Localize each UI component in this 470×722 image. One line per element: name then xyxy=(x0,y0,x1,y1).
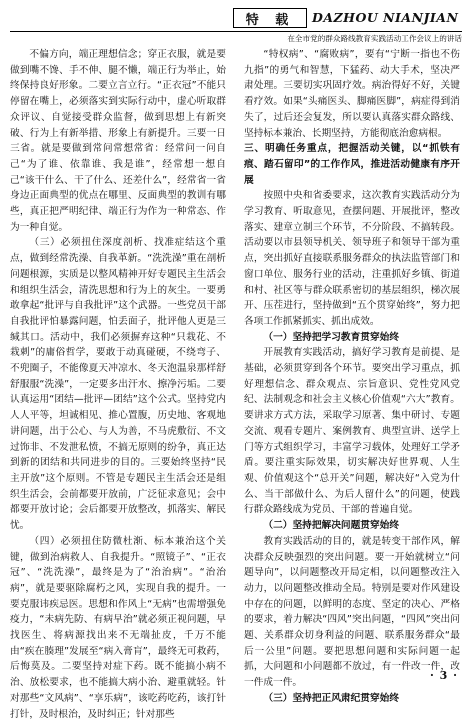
section-heading: 三、明确任务重点，把握活动关键，以“抓铁有痕、踏石留印”的工作作风，推进活动健康有序开展 xyxy=(244,143,460,186)
paragraph: 不偏方向，端正理想信念；穿正衣服，就是要做到嘴不馋、手不伸、腿不懒，端正行为举止，始终保持良好形象。二要立言立行。“正衣冠”不能只停留在嘴上，必须落实到实际行动中，虚心听取群众评议、自觉接受群众监督，做到思想上有新突破、行为上有新举措、形象上有新提升。三要一日三省。就是要做到常问常想常省：经常问一问自己“为了谁、依靠谁、我是谁”，经常想一想自己“该干什么、干了什么、还差什么”，经常省一省身边正面典型的优点在哪里、反面典型的教训有哪些，真正把严明纪律、端正行为作为一种常态、作为一种自觉。 xyxy=(10,49,226,233)
paragraph: （三）必须扭住深度剖析、找准症结这个重点，做到经常洗澡、自我革新。“洗洗澡”重在剖析问题根源，实质是以整风精神开好专题民主生活会和组织生活会，清洗思想和行为上的灰尘。一要勇敢拿起“批评与自我批评”这个武器。一些党员干部自我批评怕暴露问题，怕丢面子，批评他人更是三缄其口。活动中，我们必须摒弃这种“只栽花、不栽刺”的庸俗哲学，要敢于动真碰硬，不绕弯子、不兜圈子，不能像夏天冲凉水、冬天泡温泉那样舒舒服服“洗澡”，一定要多出汗水、擦净污垢。二要认真运用“团结—批评—团结”这个公式。坚持党内人人平等，坦诚相见、推心置腹，历史地、客观地讲问题，出于公心、与人为善，不马虎敷衍、不文过饰非、不发泄私愤，不搞无原则的纷争，真正达到新的团结和共同进步的目的。三要始终坚持“民主开放”这个原则。不管是专题民主生活会还是组织生活会，会前都要开放前，广泛征求意见；会中都要开放讨论；会后都要开放整改，抓落实、解民忧。 xyxy=(10,237,226,532)
subsection-heading: （二）坚持把解决问题贯穿始终 xyxy=(263,520,400,532)
article-subtitle: 在全市党的群众路线教育实践活动工作会议上的讲话 xyxy=(287,34,462,43)
paragraph: 教育实践活动的目的，就是转变干部作风，解决群众反映强烈的突出问题。要一开始就树立“问题导向”，以问题整改开局定相，以问题整改注入动力，以问题整改推动全局。特别是要对作风建设中存在的问题，以鲜明的态度、坚定的决心、严格的要求，着力解决“四风”突出问题，“四风”突出问题、关系群众切身利益的问题、联系服务群众“最后一公里”问题。要把思想问题和实际问题一起抓，大问题和小问题都不放过，有一件改一件，改一件成一件。 xyxy=(244,535,460,689)
subsection-heading: （三）坚持把正风肃纪贯穿始终 xyxy=(263,692,400,704)
right-column xyxy=(244,47,460,704)
header-rule xyxy=(10,31,462,32)
page-number: · 3 · xyxy=(430,669,458,682)
subsection-heading: （一）坚持把学习教育贯穿始终 xyxy=(263,331,400,343)
magazine-title: DAZHOU NIANJIAN xyxy=(312,10,459,25)
paragraph: 开展教育实践活动，搞好学习教育是前提、是基础，必须贯穿到各个环节。要突出学习重点，抓好理想信念、群众观点、宗旨意识、党性党风党纪、法制观念和社会主义核心价值观“六大”教育。要讲求方式方法，采取学习原著、集中研讨、专题交流、观看专题片、案例教育、典型宣讲、送学上门等方式组织学习，丰富学习载体，处理好工学矛盾。要注重实际效果，切实解决好世界观、人生观、价值观这个“总开关”问题，解决好“入党为什么、当干部做什么、为后人留什么”的问题，使践行群众路线成为党员、干部的普遍自觉。 xyxy=(244,347,460,516)
paragraph: 按照中央和省委要求，这次教育实践活动分为学习教育、听取意见，查摆问题、开展批评，整改落实、建章立制三个环节，不分阶段、不搞转段。活动要以市县领导机关、领导班子和领导干部为重点，突出抓好直接联系服务群众的执法监管部门和窗口单位、服务行业的活动，注重抓好乡镇、街道和村、社区等与群众联系密切的基层组织，梯次展开、压茬进行，坚持做到“五个贯穿始终”，努力把各项工作抓紧抓实、抓出成效。 xyxy=(244,190,460,327)
paragraph: （四）必须扭住防微杜渐、标本兼治这个关键，做到治病救人、自我提升。“照镜子”、“正衣冠”、“洗洗澡”，最终是为了“治治病”。“治治病”，就是要驱除腐朽之风，实现自我的提升。一要克服讳疾忌医。思想和作风上“无病”也需增强免疫力，“未病先防、有病早治”就必须正视问题，早找医生、将病源找出来不无端扯皮，千万不能由“疾在腠理”发展至“病入膏肓”，最终无可救药，后悔莫及。二要坚持对症下药。既不能搞小病不治、放松要求，也不能搞大病小治、避重就轻。针对那些“文风病”、“享乐病”，该吃药吃药，该打针打针，及时根治，及时纠正；针对那些 xyxy=(10,535,226,720)
section-label: 特 载 xyxy=(233,8,307,28)
paragraph: “特权病”、“腐败病”，要有“宁断一指也不伤九指”的勇气和智慧，下猛药、动大手术，坚决严肃处理。三要切实巩固疗效。病治得好不好，关键看疗效。如果“头痛医头、脚痛医脚”，病症得到消失了，过后还会复发，所以要认真落实群众路线、坚持标本兼治、长期坚持，方能彻底治愈病根。 xyxy=(244,49,460,139)
left-column xyxy=(10,47,226,720)
